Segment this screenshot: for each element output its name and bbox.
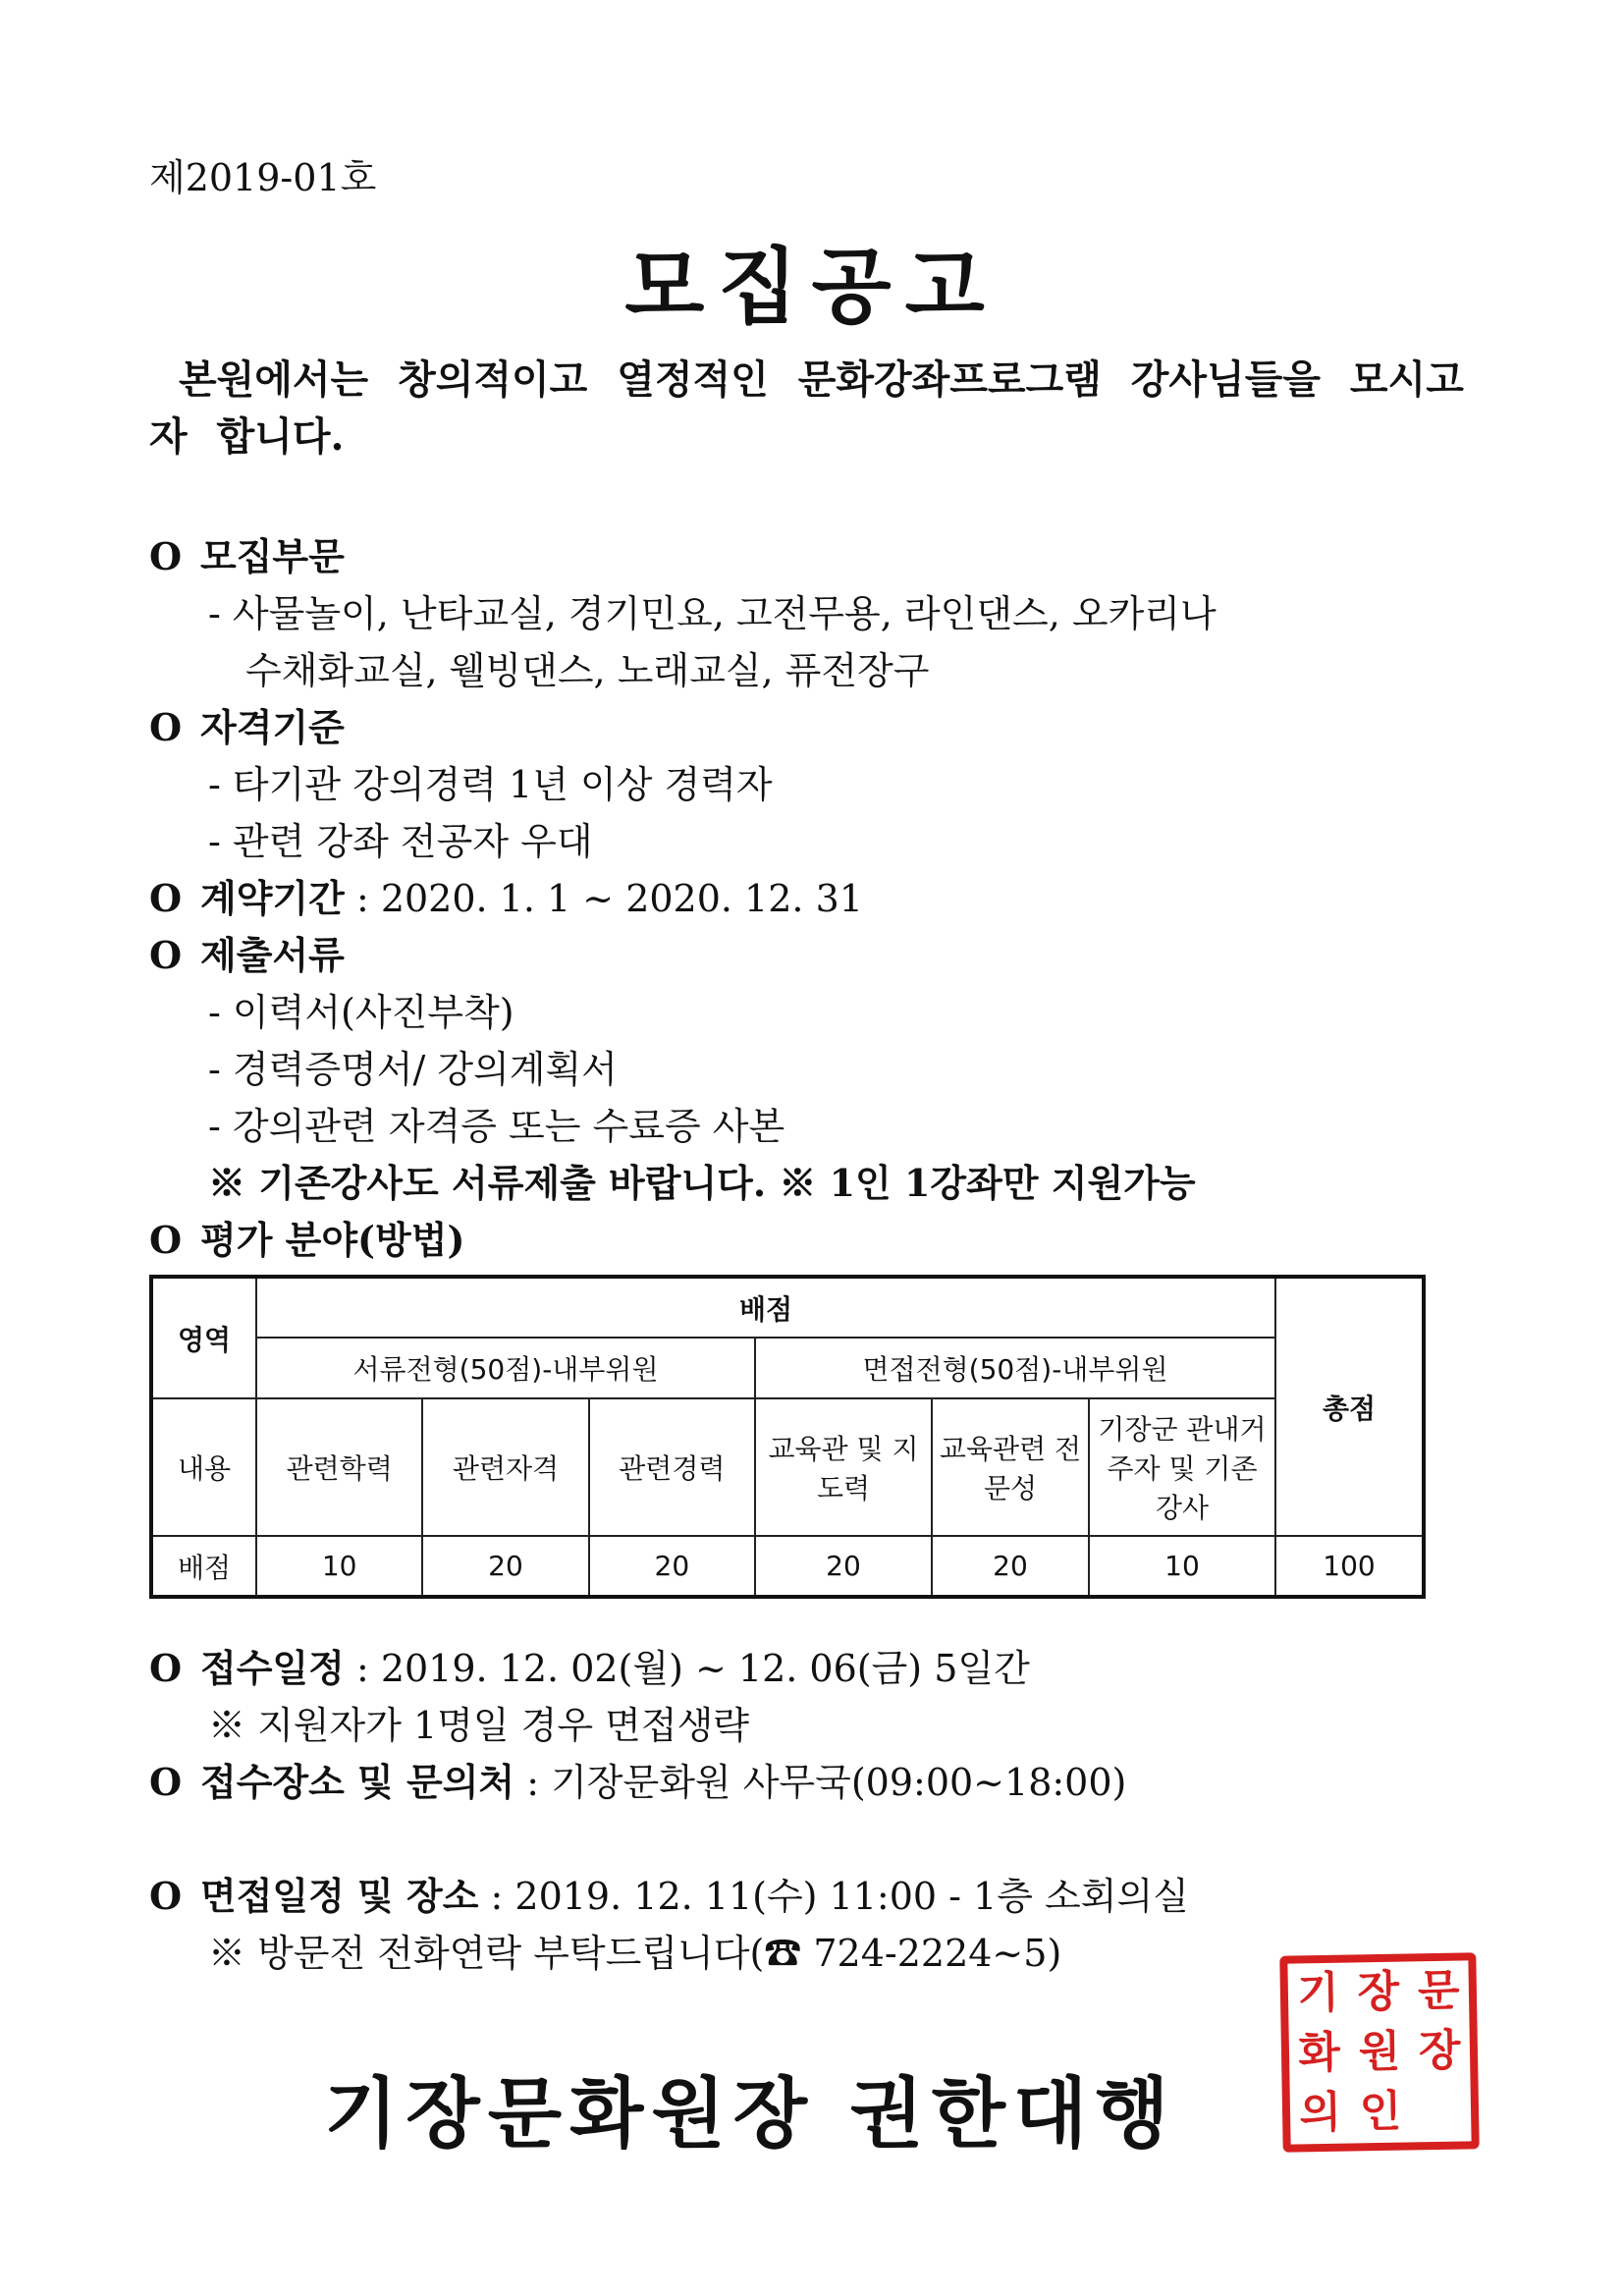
- section-heading: 평가 분야(방법): [200, 1218, 465, 1262]
- total-score-cell: 100: [1275, 1536, 1424, 1597]
- official-seal-stamp: 기 장 문 화 원 장 의 인: [1279, 1952, 1479, 2152]
- reception-note: ※ 지원자가 1명일 경우 면접생략: [208, 1704, 749, 1747]
- criteria-cell: 교육관 및 지도력: [755, 1398, 932, 1536]
- score-cell: 20: [589, 1536, 755, 1597]
- bullet-circle: O: [149, 1874, 183, 1918]
- bullet-circle: O: [149, 876, 183, 920]
- section-heading: 제출서류: [200, 933, 345, 977]
- score-cell: 20: [932, 1536, 1089, 1597]
- reception-period: : 2019. 12. 02(월) ~ 12. 06(금) 5일간: [355, 1647, 1030, 1690]
- list-item: - 이력서(사진부착): [208, 991, 514, 1034]
- section-interview: [149, 1868, 1189, 1925]
- criteria-cell: 기장군 관내거주자 및 기존강사: [1089, 1398, 1275, 1536]
- score-cell: 20: [422, 1536, 588, 1597]
- score-cell: 10: [1089, 1536, 1275, 1597]
- bullet-circle: O: [149, 1646, 183, 1690]
- score-cell: 20: [755, 1536, 932, 1597]
- section-heading: 자격기준: [200, 705, 345, 749]
- documents-note: ※ 기존강사도 서류제출 바랍니다. ※ 1인 1강좌만 지원가능: [208, 1161, 1196, 1205]
- bullet-circle: O: [149, 705, 183, 749]
- criteria-cell: 관련경력: [589, 1398, 755, 1536]
- section-contract: [149, 870, 863, 927]
- doc-review-header: 서류전형(50점)-내부위원: [256, 1338, 755, 1398]
- section-reception: [149, 1640, 1030, 1697]
- section-heading: 접수일정: [200, 1646, 345, 1690]
- evaluation-table: [149, 1275, 1426, 1599]
- section-heading: 접수장소 및 문의처: [200, 1760, 515, 1804]
- list-item: - 사물놀이, 난타교실, 경기민요, 고전무용, 라인댄스, 오카리나: [208, 592, 1217, 635]
- bullet-circle: O: [149, 933, 183, 977]
- interview-value: : 2019. 12. 11(수) 11:00 - 1층 소회의실: [490, 1875, 1189, 1918]
- interview-note: ※ 방문전 전화연락 부탁드립니다(☎ 724-2224~5): [208, 1932, 1062, 1975]
- section-documents: [149, 927, 345, 984]
- area-header: 영역: [151, 1277, 256, 1398]
- bullet-circle: O: [149, 534, 183, 578]
- total-header: 총점: [1275, 1277, 1424, 1536]
- score-label: 배점: [151, 1536, 256, 1597]
- criteria-cell: 관련학력: [256, 1398, 422, 1536]
- section-heading: 계약기간: [200, 876, 345, 920]
- contract-period: : 2020. 1. 1 ~ 2020. 12. 31: [355, 877, 863, 920]
- list-item: - 타기관 강의경력 1년 이상 경력자: [208, 763, 773, 806]
- intro-text: 본원에서는 창의적이고 열정적인 문화강좌프로그램 강사님들을 모시고자 합니다.: [149, 356, 1464, 460]
- score-cell: 10: [256, 1536, 422, 1597]
- place-value: : 기장문화원 사무국(09:00~18:00): [526, 1761, 1127, 1804]
- list-item: - 관련 강좌 전공자 우대: [208, 820, 593, 863]
- interview-review-header: 면접전형(50점)-내부위원: [755, 1338, 1275, 1398]
- criteria-cell: 교육관련 전문성: [932, 1398, 1089, 1536]
- list-item: - 강의관련 자격증 또는 수료증 사본: [208, 1105, 785, 1148]
- bullet-circle: O: [149, 1218, 183, 1262]
- points-header: 배점: [256, 1277, 1275, 1338]
- section-qualification: [149, 699, 345, 756]
- list-item: 수채화교실, 웰빙댄스, 노래교실, 퓨전장구: [245, 649, 930, 692]
- list-item: - 경력증명서/ 강의계획서: [208, 1048, 618, 1091]
- bullet-circle: O: [149, 1760, 183, 1804]
- section-place: [149, 1754, 1126, 1811]
- section-evaluation: [149, 1212, 464, 1269]
- section-heading: 면접일정 및 장소: [200, 1874, 479, 1918]
- page-title: 모집공고: [624, 238, 999, 335]
- section-heading: 모집부문: [200, 534, 345, 578]
- section-field: [149, 528, 345, 585]
- signer-name: 기장문화원장 권한대행: [324, 2069, 1177, 2159]
- criteria-cell: 관련자격: [422, 1398, 588, 1536]
- content-label: 내용: [151, 1398, 256, 1536]
- document-number: 제2019-01호: [149, 156, 377, 199]
